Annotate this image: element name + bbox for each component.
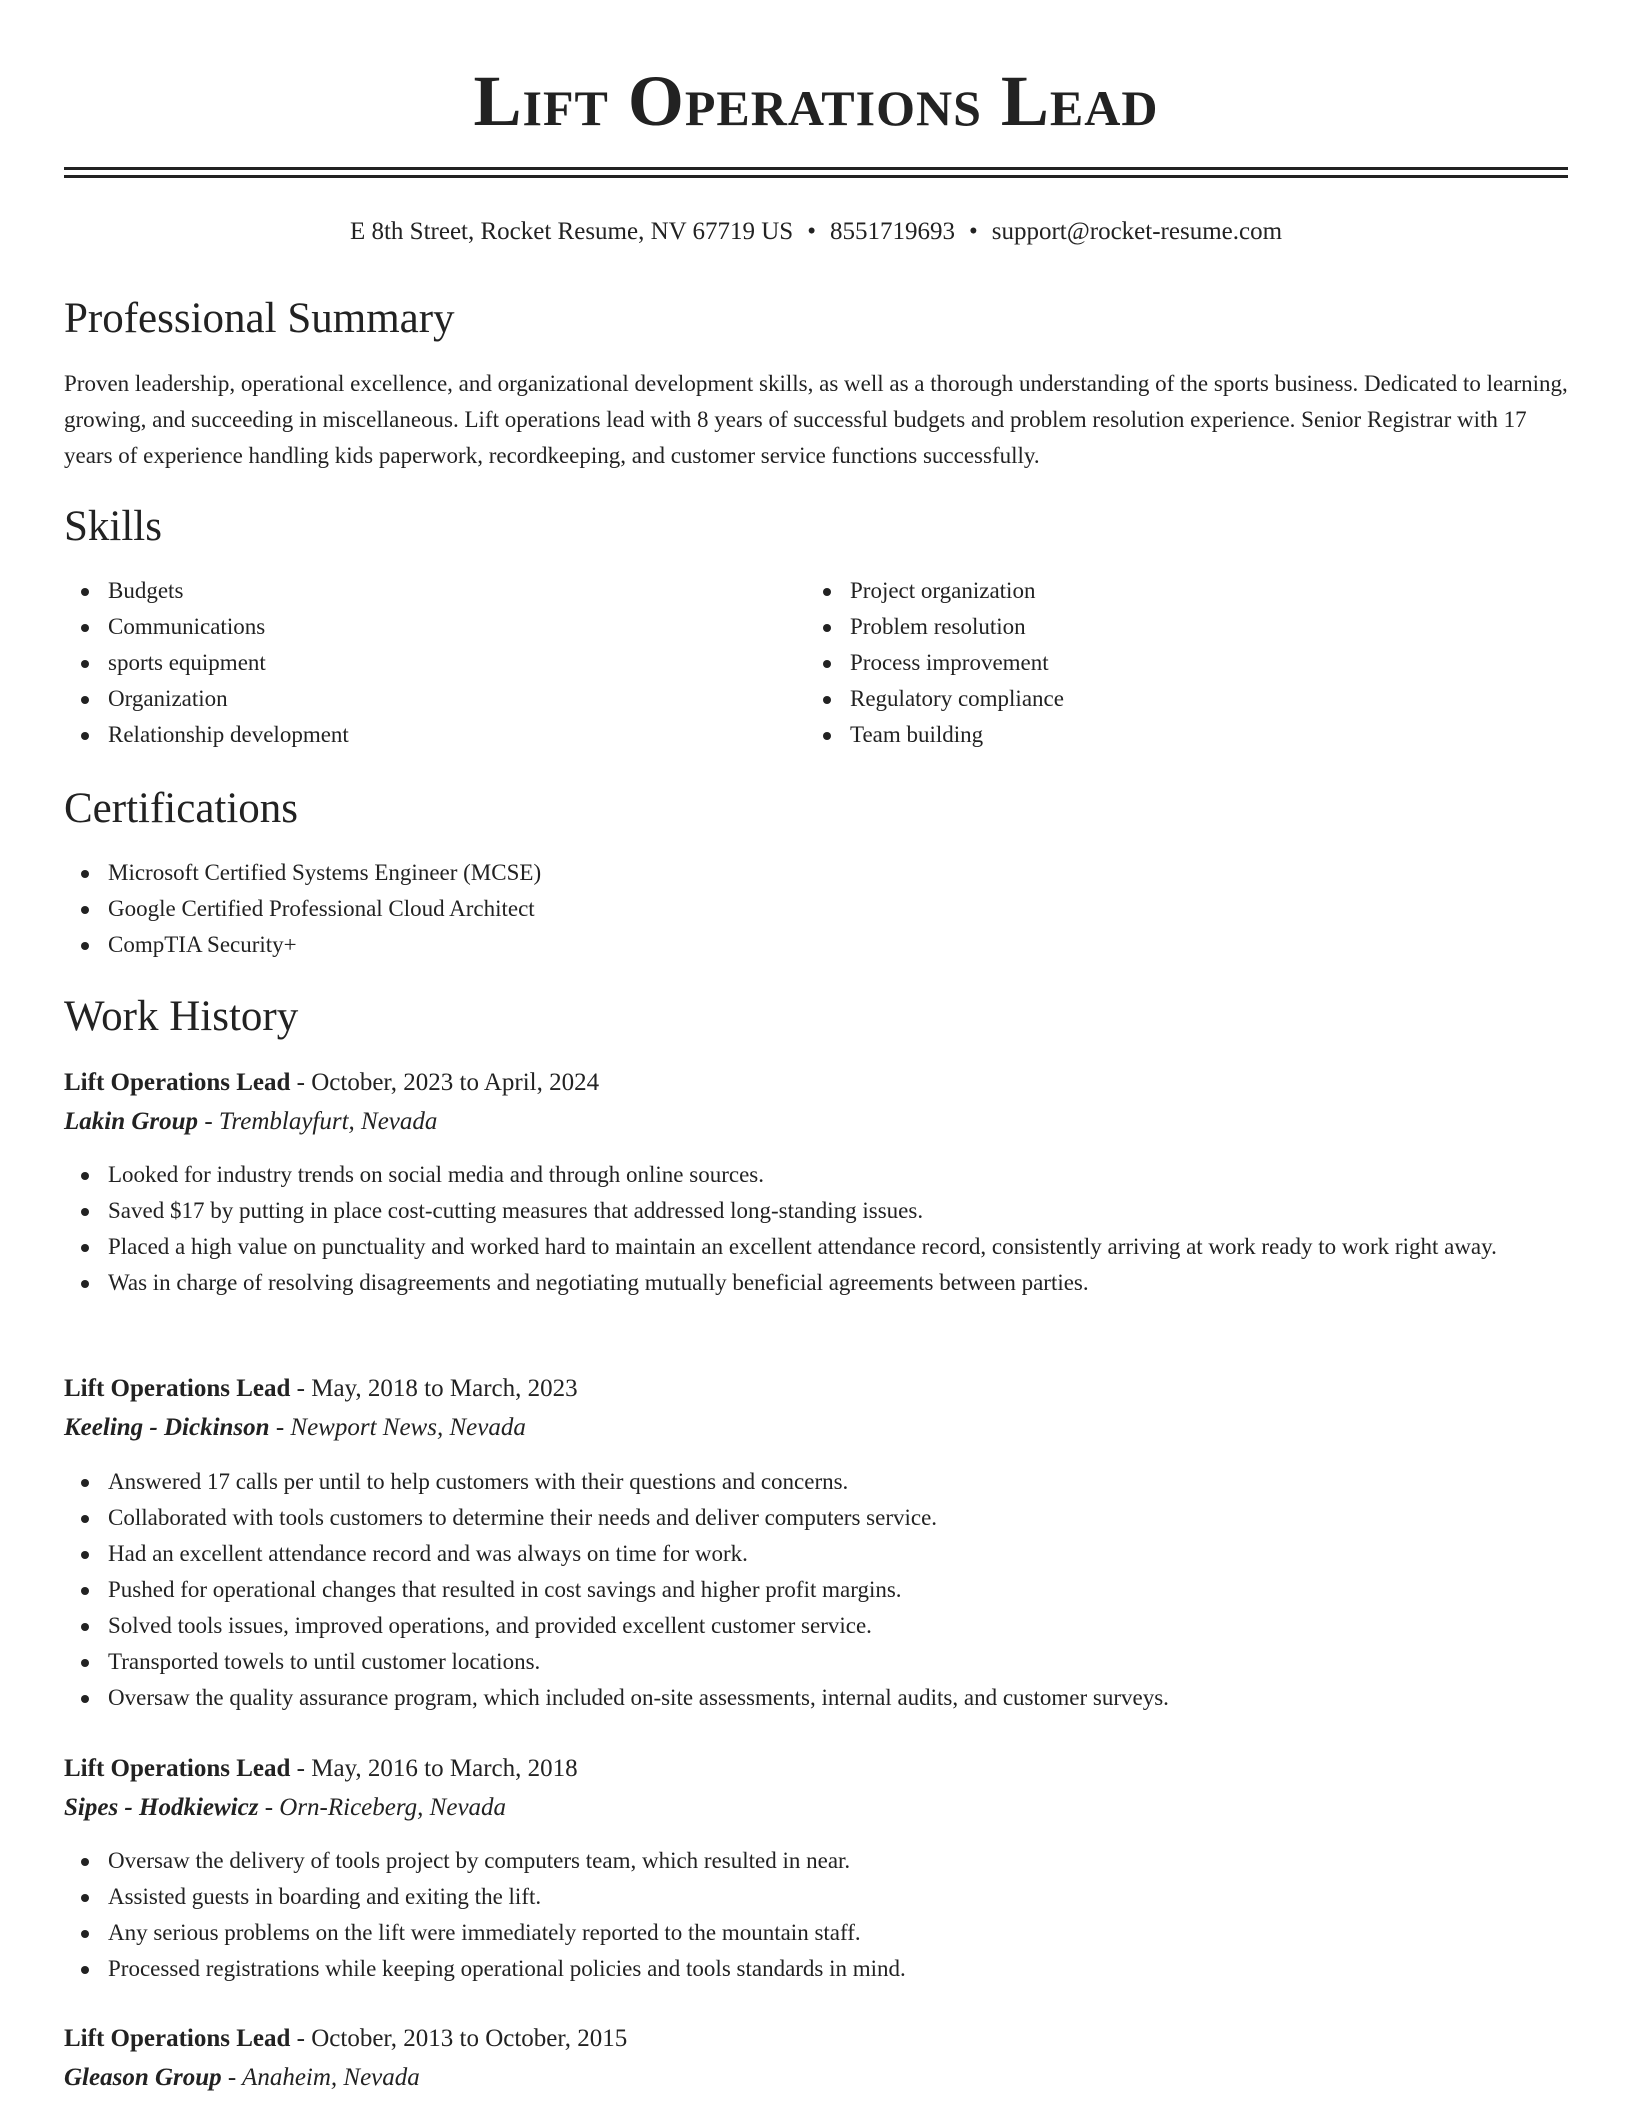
job-dash: - xyxy=(290,2025,312,2052)
job-duty-item: Assisted guests in boarding and exiting the lift. xyxy=(64,1879,1568,1915)
job-dash: - xyxy=(258,1794,280,1821)
job-dash: - xyxy=(198,1108,219,1135)
skill-item: Team building xyxy=(806,717,1506,753)
job-company: Lakin Group xyxy=(64,1108,199,1135)
job-company: Keeling - Dickinson xyxy=(64,1414,270,1441)
job-duty-item: Looked for industry trends on social media and through online sources. xyxy=(64,1157,1568,1193)
job-company: Sipes - Hodkiewicz xyxy=(64,1794,259,1821)
job-role: Lift Operations Lead xyxy=(64,1069,291,1096)
job-role: Lift Operations Lead xyxy=(64,1755,291,1782)
job-duties-list xyxy=(64,1157,1568,1301)
certification-item: CompTIA Security+ xyxy=(64,927,1564,963)
job-duty-item: Processed registrations while keeping operational policies and tools standards in mind. xyxy=(64,1951,1568,1987)
job-duty-item: Oversaw the quality assurance program, which included on-site assessments, internal audits, and customer surveys. xyxy=(64,1680,1568,1716)
contact-separator: • xyxy=(968,218,978,245)
contact-address: E 8th Street, Rocket Resume, NV 67719 US xyxy=(349,218,794,245)
contact-separator: • xyxy=(807,218,816,245)
job-duty-item: Collaborated with tools customers to determine their needs and deliver computers service. xyxy=(64,1500,1568,1536)
work-history-heading: Work History xyxy=(64,993,299,1040)
job-role: Lift Operations Lead xyxy=(64,2025,291,2052)
job-dates: May, 2016 to March, 2018 xyxy=(311,1755,578,1782)
job-company-line xyxy=(64,2059,1568,2097)
job-company-line xyxy=(64,1789,1568,1827)
job-dates: October, 2023 to April, 2024 xyxy=(311,1069,600,1096)
certification-item: Google Certified Professional Cloud Architect xyxy=(64,891,1564,927)
certification-item: Microsoft Certified Systems Engineer (MCSE) xyxy=(64,855,1564,891)
skill-item: sports equipment xyxy=(64,645,764,681)
job-duty-item: Was in charge of resolving disagreements and negotiating mutually beneficial agreements between parties. xyxy=(64,1265,1568,1301)
skill-item: Problem resolution xyxy=(806,609,1506,645)
job-duties-list xyxy=(64,1843,1568,1987)
skills-heading: Skills xyxy=(64,503,162,550)
skill-item: Relationship development xyxy=(64,717,764,753)
job-title-line xyxy=(64,2020,1568,2058)
job-duty-item: Transported towels to until customer locations. xyxy=(64,1644,1568,1680)
skills-list-right xyxy=(806,573,1506,753)
job-location: Anaheim, Nevada xyxy=(242,2064,420,2091)
job-location: Newport News, Nevada xyxy=(290,1414,526,1441)
summary-text: Proven leadership, operational excellence, and organizational development skills, as well as a thorough understanding of the sports business. Dedicated to learning, growing, and succeeding in miscellaneous. Lift operations lead with 8 years of successful budgets and problem resolution experience. Senior Registrar with 17 years of experience handling kids paperwork, recordkeeping, and customer service functions successfully. xyxy=(64,371,1568,468)
job-location: Tremblayfurt, Nevada xyxy=(218,1108,438,1135)
job-duty-item: Had an excellent attendance record and was always on time for work. xyxy=(64,1536,1568,1572)
skill-item: Organization xyxy=(64,681,764,717)
job-dash: - xyxy=(221,2064,243,2091)
job-duty-item: Placed a high value on punctuality and worked hard to maintain an excellent attendance record, consistently arriving at work ready to work right away. xyxy=(64,1229,1568,1265)
job-company-line xyxy=(64,1409,1568,1447)
job-duty-item: Saved $17 by putting in place cost-cutting measures that addressed long-standing issues. xyxy=(64,1193,1568,1229)
job-dash: - xyxy=(290,1375,312,1402)
job-title-line xyxy=(64,1370,1568,1408)
summary-heading: Professional Summary xyxy=(64,295,455,342)
certifications-heading: Certifications xyxy=(64,785,299,832)
job-duty-item: Answered 17 calls per until to help customers with their questions and concerns. xyxy=(64,1464,1568,1500)
title-divider-bottom xyxy=(64,175,1568,178)
job-title-line xyxy=(64,1750,1568,1788)
job-duty-item: Pushed for operational changes that resulted in cost savings and higher profit margins. xyxy=(64,1572,1568,1608)
job-company: Gleason Group xyxy=(64,2064,222,2091)
contact-line xyxy=(64,214,1568,250)
skill-item: Budgets xyxy=(64,573,764,609)
job-location: Orn-Riceberg, Nevada xyxy=(279,1794,507,1821)
contact-phone: 8551719693 xyxy=(829,218,955,245)
job-dash: - xyxy=(290,1755,312,1782)
job-dash: - xyxy=(290,1069,312,1096)
job-duty-item: Any serious problems on the lift were immediately reported to the mountain staff. xyxy=(64,1915,1568,1951)
job-company-line xyxy=(64,1103,1568,1141)
job-dash: - xyxy=(269,1414,291,1441)
skill-item: Project organization xyxy=(806,573,1506,609)
skill-item: Process improvement xyxy=(806,645,1506,681)
job-role: Lift Operations Lead xyxy=(64,1375,291,1402)
title-divider-top xyxy=(64,167,1568,170)
job-dates: October, 2013 to October, 2015 xyxy=(311,2025,628,2052)
contact-email: support@rocket-resume.com xyxy=(991,218,1283,245)
skill-item: Communications xyxy=(64,609,764,645)
skill-item: Regulatory compliance xyxy=(806,681,1506,717)
job-duty-item: Solved tools issues, improved operations, and provided excellent customer service. xyxy=(64,1608,1568,1644)
skills-list-left xyxy=(64,573,764,753)
job-duty-item: Oversaw the delivery of tools project by computers team, which resulted in near. xyxy=(64,1843,1568,1879)
resume-title: Lift Operations Lead xyxy=(473,61,1159,141)
job-title-line xyxy=(64,1064,1568,1102)
job-duties-list xyxy=(64,1464,1568,1716)
job-dates: May, 2018 to March, 2023 xyxy=(311,1375,578,1402)
certifications-list xyxy=(64,855,1564,963)
